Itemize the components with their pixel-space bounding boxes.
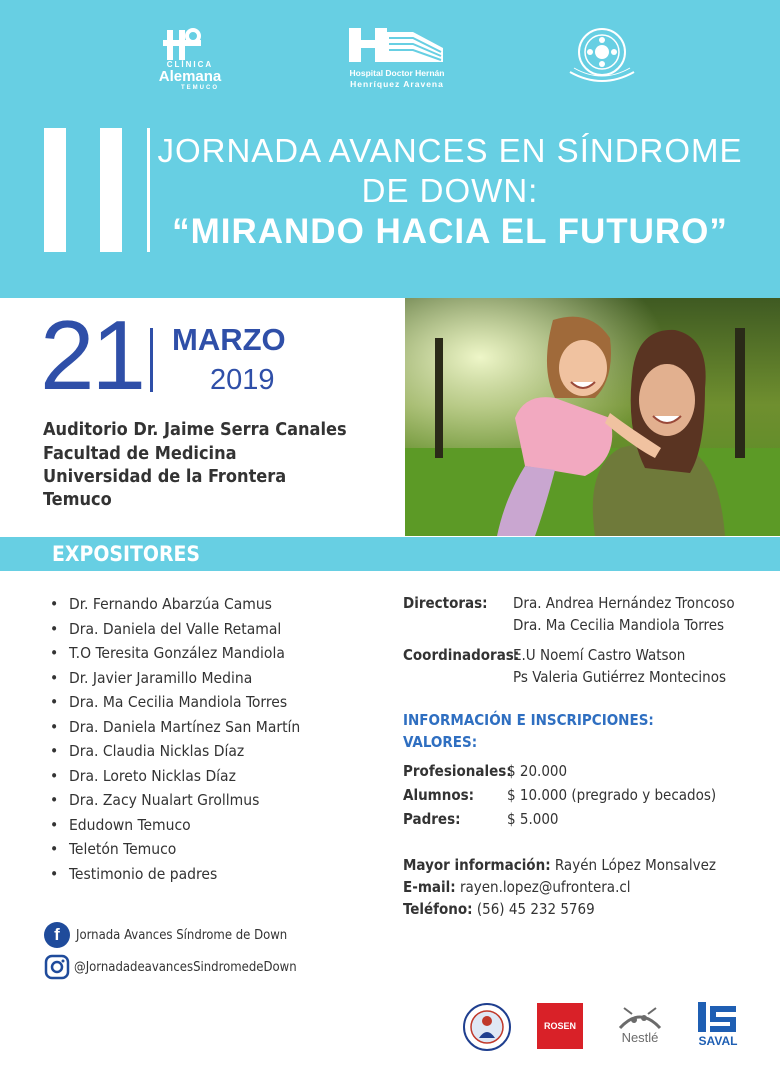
price-value-alumnos: $ 10.000 (pregrado y becados) [507, 786, 717, 804]
facebook-link[interactable] [44, 922, 287, 948]
hospital-logo [342, 26, 452, 92]
society-seal-icon [462, 1002, 512, 1052]
price-label-padres: Padres: [403, 810, 461, 828]
list-item: • T.O Teresita González Mandiola [50, 641, 300, 666]
list-item: • Dr. Javier Jaramillo Medina [50, 666, 300, 691]
sponsor-saval-logo [696, 1000, 740, 1052]
venue-line-2: Facultad de Medicina [43, 443, 237, 464]
alemana-label: Alemana [158, 68, 222, 85]
price-value-padres: $ 5.000 [507, 810, 559, 828]
venue-line-1: Auditorio Dr. Jaime Serra Canales [43, 419, 347, 440]
event-month: MARZO [172, 322, 286, 357]
list-item: • Edudown Temuco [50, 813, 300, 838]
instagram-handle: @JornadadeavancesSindromedeDown [74, 959, 297, 975]
temuco-label: TEMUCO [181, 85, 219, 91]
facebook-handle: Jornada Avances Síndrome de Down [76, 927, 288, 943]
email-value[interactable]: rayen.lopez@ufrontera.cl [459, 878, 631, 896]
clinica-alemana-logo [140, 28, 240, 94]
coordinadora-2: Ps Valeria Gutiérrez Montecinos [513, 668, 727, 686]
list-item: • Dra. Daniela Martínez San Martín [50, 715, 300, 740]
instagram-link[interactable] [44, 954, 297, 980]
list-item: • Dra. Loreto Nicklas Díaz [50, 764, 300, 789]
saval-mark-icon [696, 1000, 740, 1034]
nestle-label: Nestlé [621, 1030, 659, 1045]
price-value-profesionales: $ 20.000 [507, 762, 568, 780]
valores-heading: VALORES: [403, 733, 478, 751]
coordinadora-1: E.U Noemí Castro Watson [513, 646, 686, 664]
email-label: E-mail: [403, 878, 456, 896]
title-line-1: JORNADA AVANCES EN SÍNDROME [157, 132, 743, 169]
clinica-alemana-icon [163, 28, 203, 62]
instagram-icon [44, 954, 70, 980]
seal-icon [566, 26, 638, 88]
university-seal-logo [566, 26, 638, 88]
contact-info-label: Mayor información: [403, 856, 551, 874]
rosen-label: ROSEN [543, 1021, 576, 1031]
list-item: • Dra. Ma Cecilia Mandiola Torres [50, 690, 300, 715]
date-divider [150, 328, 153, 392]
list-item: • Dr. Fernando Abarzúa Camus [50, 592, 300, 617]
hospital-name-line1: Hospital Doctor Hernán [349, 68, 445, 78]
hospital-icon [347, 26, 447, 66]
nestle-nest-icon [614, 1002, 666, 1032]
venue-line-3: Universidad de la Frontera [43, 466, 287, 487]
facebook-icon: f [44, 922, 70, 948]
expositores-heading: EXPOSITORES [52, 542, 201, 566]
price-label-profesionales: Profesionales: [403, 762, 512, 780]
title-line-3: “MIRANDO HACIA EL FUTURO” [172, 212, 728, 251]
directoras-label: Directoras: [403, 594, 488, 612]
info-heading: INFORMACIÓN E INSCRIPCIONES: [403, 711, 654, 729]
list-item: • Dra. Daniela del Valle Retamal [50, 617, 300, 642]
list-item: • Dra. Zacy Nualart Grollmus [50, 788, 300, 813]
saval-label: SAVAL [698, 1034, 738, 1048]
price-label-alumnos: Alumnos: [403, 786, 475, 804]
mother-child-photo [405, 298, 780, 536]
list-item: • Teletón Temuco [50, 837, 300, 862]
event-day: 21 [40, 300, 144, 410]
contact-line-email [403, 878, 631, 896]
sponsor-nestle-logo [614, 1002, 666, 1052]
directora-2: Dra. Ma Cecilia Mandiola Torres [513, 616, 725, 634]
coordinadoras-label: Coordinadoras: [403, 646, 520, 664]
contact-line-phone [403, 900, 595, 918]
speakers-list [50, 592, 300, 886]
phone-value: (56) 45 232 5769 [476, 900, 595, 918]
sponsor-society-logo [462, 1002, 512, 1052]
contact-info-value: Rayén López Monsalvez [554, 856, 716, 874]
phone-label: Teléfono: [403, 900, 473, 918]
title-line-2: DE DOWN: [361, 172, 539, 209]
list-item: • Dra. Claudia Nicklas Díaz [50, 739, 300, 764]
clinica-label: CLÍNICA [166, 60, 214, 69]
contact-line-info [403, 856, 716, 874]
directora-1: Dra. Andrea Hernández Troncoso [513, 594, 735, 612]
venue-line-4: Temuco [43, 489, 112, 510]
sponsor-rosen-logo [537, 1003, 583, 1049]
hospital-name-line2: Henríquez Aravena [350, 79, 444, 89]
event-year: 2019 [210, 364, 275, 396]
list-item: • Testimonio de padres [50, 862, 300, 887]
